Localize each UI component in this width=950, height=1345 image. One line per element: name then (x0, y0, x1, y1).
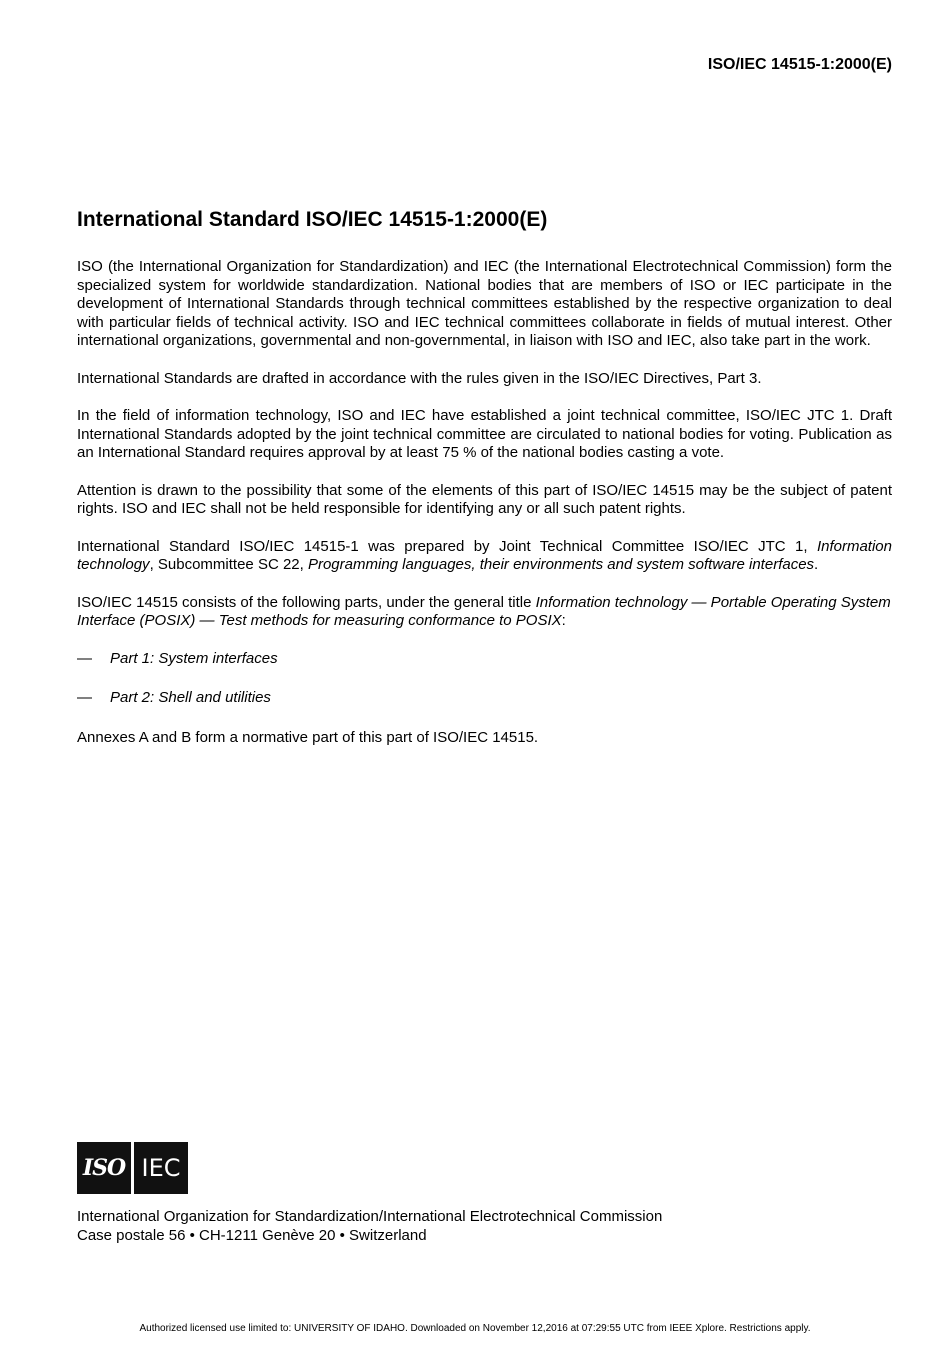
list-dash: — (77, 649, 92, 667)
list-item-text: Part 1: System interfaces (110, 649, 278, 667)
italic-span: Information technology — Portable Operating System Interface (POSIX) — Test methods for measuring conformance to POSIX (77, 593, 891, 629)
paragraph-jtc1: In the field of information technology, ISO and IEC have established a joint technical committee, ISO/IEC JTC 1. Draft International Standards adopted by the joint technical committee are circulated to national bodies for voting. Publication as an International Standard requires approval by at least 75 % of the national bodies casting a vote. (77, 407, 892, 461)
italic-span: Information technology (77, 537, 892, 573)
iso-logo: ISO (77, 1142, 131, 1194)
iec-logo-text: IEC (141, 1154, 181, 1182)
text-span: International Standard ISO/IEC 14515-1 was prepared by Joint Technical Committee ISO/IEC JTC 1, (77, 537, 817, 555)
license-footer: Authorized licensed use limited to: UNIVERSITY OF IDAHO. Downloaded on November 12,2016 at 07:29:55 UTC from IEEE Xplore. Restrictions apply. (139, 1323, 811, 1334)
paragraph-annexes: Annexes A and B form a normative part of this part of ISO/IEC 14515. (77, 728, 539, 746)
iec-logo (134, 1142, 188, 1194)
address-line-1: International Organization for Standardization/International Electrotechnical Commission (77, 1208, 663, 1225)
document-id-header: ISO/IEC 14515-1:2000(E) (707, 56, 892, 73)
document-body (77, 258, 892, 766)
paragraph-prepared-by (77, 538, 892, 575)
italic-span: Programming languages, their environments and system software interfaces (307, 556, 815, 573)
paragraph-patent-rights: Attention is drawn to the possibility that some of the elements of this part of ISO/IEC 14515 may be the subject of patent rights. ISO and IEC shall not be held responsible for identifying any or all such patent rights. (77, 481, 892, 517)
iso-iec-logo (77, 1142, 188, 1194)
text-span: . (814, 556, 819, 573)
paragraph-iso-iec-intro: ISO (the International Organization for Standardization) and IEC (the International Electrotechnical Commission) form the specialized system for worldwide standardization. National bodies that are members of ISO or IEC participate in the development of International Standards through technical committees established by the respective organization to deal with particular fields of technical activity. ISO and IEC technical committees collaborate in fields of mutual interest. Other international organizations, governmental and non-governmental, in liaison with ISO and IEC, also take part in the work. (77, 258, 892, 349)
paragraph-parts-intro (77, 594, 892, 631)
text-span: : (561, 612, 566, 629)
page-title: International Standard ISO/IEC 14515-1:2000(E) (77, 208, 548, 231)
organization-address (77, 1208, 662, 1245)
text-span: , Subcommittee SC 22, (149, 556, 308, 573)
list-item-part-2 (77, 689, 892, 708)
paragraph-directives: International Standards are drafted in accordance with the rules given in the ISO/IEC Directives, Part 3. (77, 369, 762, 387)
address-line-2: Case postale 56 • CH-1211 Genève 20 • Switzerland (77, 1226, 427, 1244)
list-dash: — (77, 689, 92, 706)
text-span: ISO/IEC 14515 consists of the following parts, under the general title (77, 593, 536, 611)
list-item-text: Part 2: Shell and utilities (110, 689, 271, 706)
list-item-part-1 (77, 650, 892, 669)
